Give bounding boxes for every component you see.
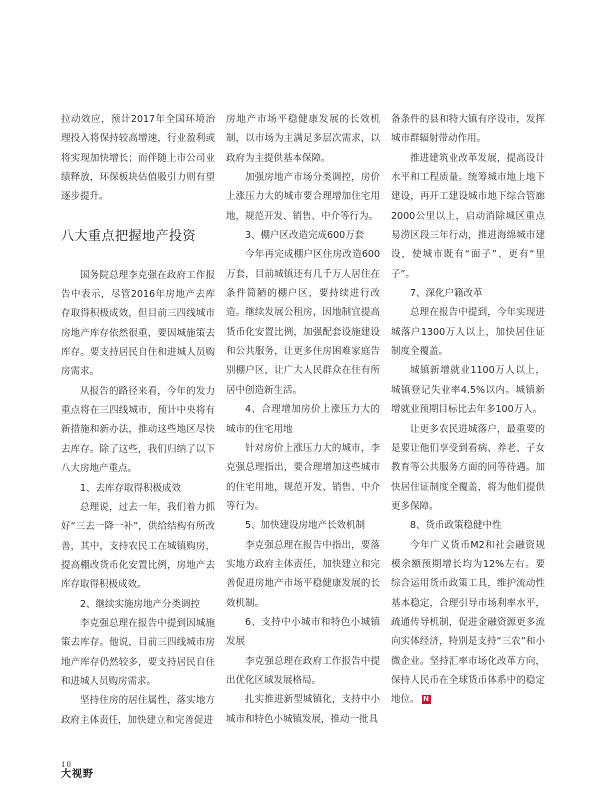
paragraph — [226, 536, 380, 613]
paragraph-text: 坚持住房的居住属性，落实地方政府主体责任，加快建立和完善促进 — [61, 695, 215, 726]
subsection-heading — [61, 479, 215, 498]
paragraph — [391, 110, 545, 149]
paragraph — [391, 149, 545, 284]
paragraph — [226, 245, 380, 400]
paragraph — [61, 691, 215, 730]
paragraph-text: 2、继续实施房地产分类调控 — [80, 598, 201, 610]
paragraph — [226, 110, 380, 168]
paragraph-text: 房地产市场平稳健康发展的长效机制，以市场为主满足多层次需求，以政府为主提供基本保障。 — [226, 114, 380, 164]
paragraph-text: 让更多农民进城落户，最重要的是要让他们享受到看病、养老、子女教育等公共服务方面的同等待遇。加快居住证制度全覆盖，将为他们提供更多保障。 — [391, 423, 545, 512]
paragraph — [391, 361, 545, 419]
paragraph-text: 6、支持中小城市和特色小城镇发展 — [226, 616, 380, 648]
paragraph — [226, 652, 380, 691]
paragraph — [61, 266, 215, 382]
paragraph-text: 1、去库存取得积极成效 — [80, 482, 182, 494]
article-column-1 — [61, 110, 215, 730]
paragraph-text: 4、合理增加房价上涨压力大的城市的住宅用地 — [226, 404, 380, 435]
paragraph-text: 加强房地产市场分类调控，房价上涨压力大的城市要合理增加住宅用地，规范开发、销售、中介等行为。 — [226, 172, 380, 222]
paragraph-text: 李克强总理在报告中提到因城施策去库存。他说，目前三四线城市房地产库存仍然较多，要支持居民自住和进城人员购房需求。 — [61, 617, 215, 687]
paragraph — [391, 536, 545, 710]
paragraph — [226, 168, 380, 226]
paragraph-text: 备条件的县和特大镇有序设市，发挥城市群辐射带动作用。 — [391, 114, 545, 145]
paragraph — [61, 110, 215, 207]
paragraph — [61, 614, 215, 691]
section-heading — [61, 227, 215, 247]
paragraph-text: 李克强总理在报告中指出，要落实地方政府主体责任，加快建立和完善促进房地产市场平稳健康发展的长效机制。 — [226, 539, 380, 609]
paragraph-text: 8、货币政策稳健中性 — [410, 520, 502, 532]
paragraph-text: 八大重点把握地产投资 — [61, 228, 197, 244]
article-column-3 — [391, 110, 545, 710]
paragraph-text: 今年再完成棚户区住房改造600万套，目前城镇还有几千万人居住在条件简陋的棚户区，要持续进行改造。继续发展公租房，因地制宜提高货币化安置比例，加强配套设施建设和公共服务，让更多住房困难家庭告别棚户区，让广大人民群众在住有所居中创造新生活。 — [226, 249, 380, 396]
paragraph-text: 总理说，过去一年，我们着力抓好“三去一降一补”，供给结构有所改善，其中，支持农民工在城镇购房，提高棚改货币化安置比例，房地产去库存取得积极成效。 — [61, 501, 215, 591]
page-number: 10 — [61, 761, 72, 769]
subsection-heading — [391, 284, 545, 303]
paragraph-text: 5、加快建设房地产长效机制 — [245, 520, 366, 532]
paragraph-text: 今年广义货币M2和社会融资规模余额预期增长均为12%左右。要综合运用货币政策工具，维护流动性基本稳定，合理引导市场利率水平，疏通传导机制，促进金融资源更多流向实体经济，特别是支持“三农”和小微企业。坚持汇率市场化改革方向，保持人民币在全球货币体系中的稳定地位。 — [391, 539, 545, 706]
paragraph-text: 推进建筑业改革发展，提高设计水平和工程质量。统筹城市地上地下建设，再开工建设城市地下综合管廊2000公里以上，启动消除城区重点易涝区段三年行动，推进海绵城市建设，使城市既有“面子”、更有“里子”。 — [391, 152, 545, 280]
subsection-heading — [226, 400, 380, 439]
paragraph-text: 总理在报告中提到，今年实现进城落户1300万人以上，加快居住证制度全覆盖。 — [391, 307, 545, 358]
page-footer — [61, 761, 94, 781]
paragraph-text: 扎实推进新型城镇化，支持中小城市和特色小城镇发展，推动一批具 — [226, 694, 380, 725]
subsection-heading — [391, 516, 545, 535]
article-end-mark: N — [423, 695, 429, 704]
paragraph — [61, 382, 215, 479]
paragraph-text: 3、棚户区改造完成600万套 — [245, 230, 365, 242]
paragraph-text: 拉动效应，预计2017年全国环境治理投入将保持较高增速，行业盈利或将实现加快增长；而伴随上市公司业绩释放，环保板块估值吸引力则有望逐步提升。 — [61, 114, 215, 203]
article-column-2 — [226, 110, 380, 729]
paragraph — [226, 439, 380, 516]
paragraph — [391, 303, 545, 361]
paragraph-text: 城镇新增就业1100万人以上，城镇登记失业率4.5%以内。城镇新增就业预期目标比去年多100万人。 — [391, 365, 545, 416]
subsection-heading — [226, 516, 380, 535]
magazine-title: 大视野 — [61, 769, 94, 780]
paragraph — [391, 420, 545, 517]
paragraph — [61, 498, 215, 595]
paragraph-text: 针对房价上涨压力大的城市，李克强总理指出，要合理增加这些城市的住宅用地，规范开发、销售、中介等行为。 — [226, 442, 380, 512]
paragraph-text: 国务院总理李克强在政府工作报告中表示，尽管2016年房地产去库存取得积极成效，但目前三四线城市房地产库存依然很重，要因城施策去库存。要支持居民自住和进城人员购房需求。 — [61, 269, 215, 378]
paragraph-text: 从报告的路径来看，今年的发力重点将在三四线城市，预计中央将有新措施和新办法，推动这些地区尽快去库存。除了这些，我们归纳了以下八大房地产重点。 — [61, 385, 215, 475]
paragraph — [226, 690, 380, 729]
subsection-heading — [226, 613, 380, 652]
paragraph-text: 李克强总理在政府工作报告中提出优化区域发展格局。 — [226, 655, 380, 686]
paragraph-text: 7、深化户籍改革 — [410, 288, 483, 300]
subsection-heading — [61, 595, 215, 614]
subsection-heading — [226, 226, 380, 245]
